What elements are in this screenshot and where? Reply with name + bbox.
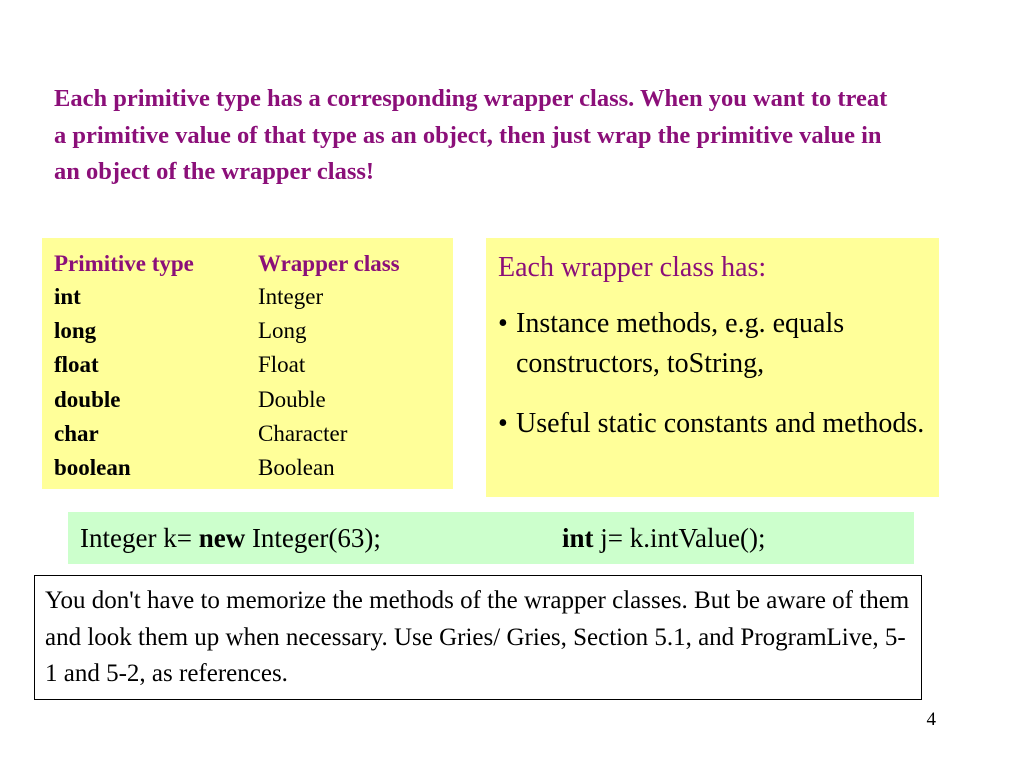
code-text: j= k.intValue();: [593, 523, 766, 553]
page-number: 4: [926, 709, 936, 730]
primitive-wrapper-table: [42, 238, 453, 489]
table-row: [54, 314, 453, 348]
code-keyword-new: new: [198, 523, 246, 553]
wrapper-character: Character: [258, 420, 348, 446]
list-item: [498, 304, 929, 384]
bullet-marker: •: [498, 308, 508, 339]
table-row: [54, 417, 453, 451]
wrapper-boolean: Boolean: [258, 454, 335, 480]
wrapper-float: Float: [258, 352, 306, 378]
intro-paragraph: Each primitive type has a corresponding wrapper class. When you want to treat a primitive value of that type as an object, then just wrap the primitive value in an object of the wrapper class!: [54, 85, 888, 185]
bullet-marker: •: [498, 408, 508, 439]
table-row: [54, 383, 453, 417]
primitive-char: char: [54, 420, 99, 446]
table-row: [54, 280, 453, 314]
header-primitive-type: Primitive type: [54, 251, 194, 276]
wrapper-info-title: Each wrapper class has:: [498, 252, 767, 283]
note-box: You don't have to memorize the methods of the wrapper classes. But be aware of them and look them up when necessary. Use Gries/ Gries, Section 5.1, and ProgramLive, 5-1 and 5-2, as references.: [34, 575, 922, 700]
table-row: [54, 451, 453, 485]
table-row: [54, 348, 453, 382]
header-wrapper-class: Wrapper class: [258, 251, 400, 276]
list-item-text: Useful static constants and methods.: [516, 408, 925, 439]
code-keyword-int: int: [562, 523, 594, 553]
primitive-int: int: [54, 284, 81, 309]
list-item: [498, 404, 929, 444]
code-text: Integer(63);: [245, 523, 381, 553]
code-statement-int-value: [562, 512, 765, 564]
table-header-row: [54, 248, 453, 280]
code-text: Integer k=: [80, 523, 199, 553]
wrapper-long: Long: [258, 318, 307, 344]
wrapper-info-box: [486, 238, 939, 497]
primitive-float: float: [54, 352, 99, 378]
primitive-double: double: [54, 386, 121, 412]
code-statement-new-integer: [80, 523, 381, 553]
wrapper-double: Double: [258, 386, 326, 412]
primitive-long: long: [54, 318, 97, 344]
primitive-boolean: boolean: [54, 454, 131, 480]
code-example: [68, 512, 914, 564]
wrapper-integer: Integer: [258, 284, 324, 309]
list-item-text: Instance methods, e.g. equals constructors, toString,: [516, 308, 845, 379]
